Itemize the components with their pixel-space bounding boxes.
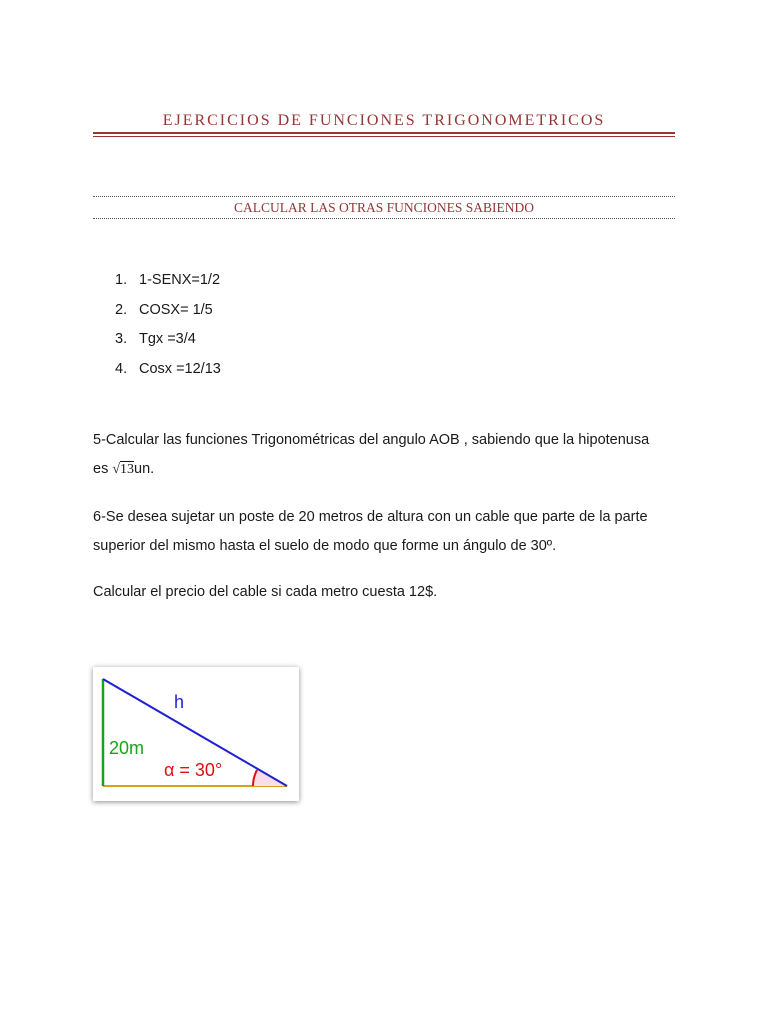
list-item [115,331,221,361]
exercise-5-paragraph [93,426,683,484]
subtitle-rule-bottom [93,218,675,219]
title-rule-thick [93,132,675,134]
hypotenuse-label: h [174,692,185,712]
list-text: COSX= 1/5 [139,301,213,318]
section-subtitle: CALCULAR LAS OTRAS FUNCIONES SABIENDO [233,200,535,215]
title-rule-thin [93,136,675,137]
list-item [115,302,221,332]
triangle-figure [93,667,299,801]
list-text: Tgx =3/4 [139,331,196,347]
list-number: 1. [115,272,128,288]
list-number: 4. [115,360,128,377]
triangle-diagram [93,667,299,801]
list-item [115,272,221,302]
exercise-6-paragraph: 6-Se desea sujetar un poste de 20 metros de altura con un cable que parte de la parte superior del mismo hasta el suelo de modo que forme un ángulo de 30º. [93,509,648,554]
angle-label: α = 30° [164,760,223,780]
sqrt-expression: √13 [112,462,135,477]
list-number: 2. [115,301,128,318]
document-title: EJERCICIOS DE FUNCIONES TRIGONOMETRICOS [162,112,606,129]
list-text: Cosx =12/13 [139,360,221,377]
height-label: 20m [109,738,145,758]
list-item [115,361,221,391]
exercise-list [115,272,221,390]
sqrt-radicand: 13 [120,462,135,477]
exercise-7-paragraph: Calcular el precio del cable si cada metro cuesta 12$. [93,584,438,600]
exercise-5-unit: un. [134,461,155,477]
exercise-5-es: es [93,461,113,477]
subtitle-rule-top [93,196,675,197]
exercise-5-line1: 5-Calcular las funciones Trigonométricas del angulo AOB , sabiendo que la hipotenusa [93,432,650,448]
list-text: 1-SENX=1/2 [139,272,221,288]
list-number: 3. [115,331,128,347]
